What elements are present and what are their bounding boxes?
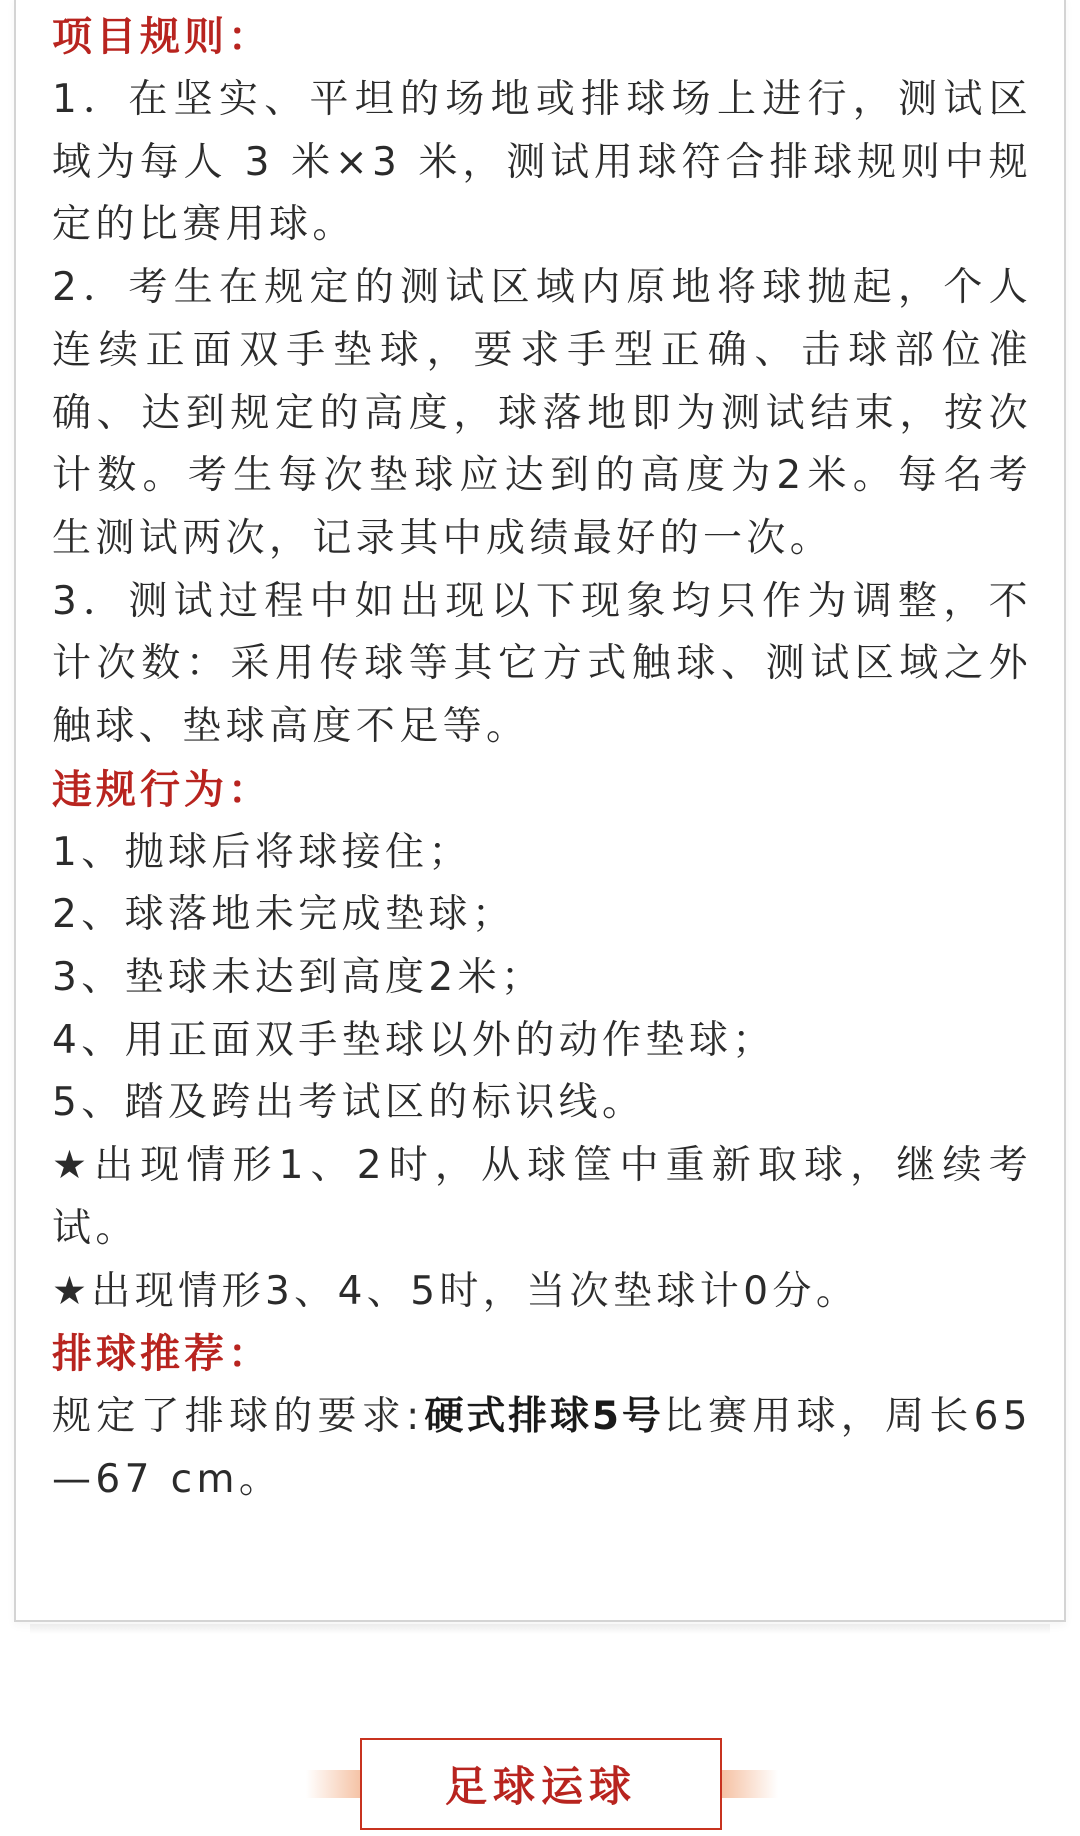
violation-item-3: 3、垫球未达到高度2米； xyxy=(52,955,545,1001)
rule-item-3: 3．测试过程中如出现以下现象均只作为调整，不计次数：采用传球等其它方式触球、测试区域之外触球、垫球高度不足等。 xyxy=(52,578,1032,750)
recommendation-ball-model: 硬式排球5号 xyxy=(423,1394,664,1440)
next-section-header xyxy=(0,1738,1080,1834)
recommendation-suffix: 比赛用球，周长65—67 cm。 xyxy=(52,1394,1032,1502)
violation-item-5: 5、踏及跨出考试区的标识线。 xyxy=(52,1080,646,1126)
violation-note-2: ★出现情形3、4、5时，当次垫球计0分。 xyxy=(52,1268,860,1314)
violation-note-1: ★出现情形1、2时，从球筐中重新取球，继续考试。 xyxy=(52,1143,1032,1251)
violation-item-4: 4、用正面双手垫球以外的动作垫球； xyxy=(52,1017,776,1063)
violation-item-2: 2、球落地未完成垫球； xyxy=(52,892,516,938)
article-content xyxy=(52,6,1032,1512)
section-title-box xyxy=(360,1738,722,1830)
card-shadow xyxy=(30,1624,1050,1634)
recommendation-prefix: 规定了排球的要求: xyxy=(52,1394,424,1440)
violations-heading: 违规行为： xyxy=(52,766,272,813)
recommendation-text xyxy=(52,1386,1032,1511)
rule-item-2: 2．考生在规定的测试区域内原地将球抛起，个人连续正面双手垫球，要求手型正确、击球部位准确、达到规定的高度，球落地即为测试结束，按次计数。考生每次垫球应达到的高度为2米。每名考生测试两次，记录其中成绩最好的一次。 xyxy=(52,265,1032,561)
rules-heading: 项目规则： xyxy=(52,14,272,60)
section-title: 足球运球 xyxy=(444,1762,637,1811)
recommendation-heading: 排球推荐： xyxy=(52,1331,272,1378)
violation-item-1: 1、抛球后将球接住； xyxy=(52,829,472,875)
rule-item-1: 1．在坚实、平坦的场地或排球场上进行，测试区域为每人 3 米×3 米，测试用球符合排球规则中规定的比赛用球。 xyxy=(52,77,1032,248)
